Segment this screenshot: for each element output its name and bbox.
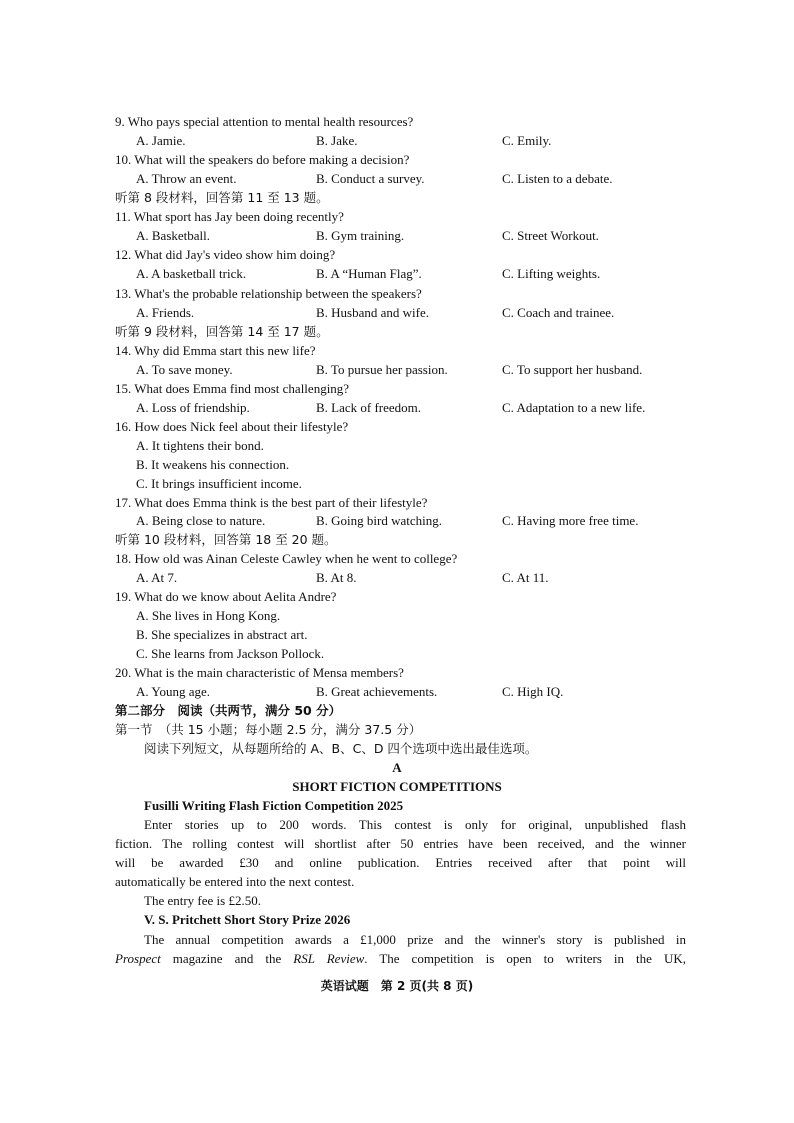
- option-c: C. She learns from Jackson Pollock.: [136, 646, 325, 661]
- option-a: A. At 7.: [136, 570, 178, 585]
- option-b: B. Great achievements.: [316, 684, 438, 699]
- competition-2-heading: V. S. Pritchett Short Story Prize 2026: [144, 912, 351, 927]
- question-11: 11. What sport has Jay been doing recently?: [115, 209, 344, 224]
- paragraph-line: Enter stories up to 200 words. This contest is only for original, unpublished flash: [144, 817, 686, 832]
- option-c: C. Listen to a debate.: [502, 171, 613, 186]
- option-c: C. Adaptation to a new life.: [502, 400, 646, 415]
- review-title: RSL Review: [293, 951, 365, 966]
- question-20-options: [136, 682, 696, 701]
- magazine-title: Prospect: [115, 951, 161, 966]
- option-c: C. It brings insufficient income.: [136, 476, 302, 491]
- question-12-options: [136, 264, 696, 283]
- option-c: C. Coach and trainee.: [502, 305, 615, 320]
- option-b: B. Gym training.: [316, 228, 405, 243]
- question-10-options: [136, 169, 696, 188]
- option-a: A. She lives in Hong Kong.: [136, 608, 281, 623]
- part-two-heading: 第二部分 阅读（共两节，满分 50 分）: [115, 703, 342, 718]
- option-c: C. Street Workout.: [502, 228, 599, 243]
- section-one-heading: 第一节 （共 15 小题；每小题 2.5 分，满分 37.5 分）: [115, 722, 422, 737]
- question-14: 14. Why did Emma start this new life?: [115, 343, 316, 358]
- entry-fee: The entry fee is £2.50.: [144, 893, 261, 908]
- option-c: C. Lifting weights.: [502, 266, 601, 281]
- option-b: B. At 8.: [316, 570, 357, 585]
- question-13: 13. What's the probable relationship between the speakers?: [115, 286, 422, 301]
- question-9-options: [136, 131, 696, 150]
- question-13-options: [136, 303, 696, 322]
- page-footer: 英语试题 第 2 页(共 8 页): [320, 979, 474, 993]
- text-segment: . The competition is open to writers in the UK,: [364, 951, 686, 966]
- option-b: B. Husband and wife.: [316, 305, 430, 320]
- option-c: C. Having more free time.: [502, 513, 639, 528]
- option-c: C. Emily.: [502, 133, 552, 148]
- section-instruction-8: 听第 8 段材料，回答第 11 至 13 题。: [115, 190, 329, 205]
- section-instruction-9: 听第 9 段材料，回答第 14 至 17 题。: [115, 324, 329, 339]
- question-10: 10. What will the speakers do before making a decision?: [115, 152, 410, 167]
- question-17-options: [136, 511, 696, 530]
- question-12: 12. What did Jay's video show him doing?: [115, 247, 336, 262]
- option-a: A. Jamie.: [136, 133, 186, 148]
- option-c: C. To support her husband.: [502, 362, 643, 377]
- option-b: B. Conduct a survey.: [316, 171, 425, 186]
- option-c: C. At 11.: [502, 570, 549, 585]
- question-11-options: [136, 226, 696, 245]
- question-16: 16. How does Nick feel about their lifestyle?: [115, 419, 349, 434]
- option-a: A. Loss of friendship.: [136, 400, 250, 415]
- paragraph-line: automatically be entered into the next contest.: [115, 874, 355, 889]
- question-9: 9. Who pays special attention to mental health resources?: [115, 114, 414, 129]
- option-a: A. To save money.: [136, 362, 233, 377]
- option-a: A. Friends.: [136, 305, 195, 320]
- option-b: B. To pursue her passion.: [316, 362, 448, 377]
- option-b: B. Jake.: [316, 133, 358, 148]
- competition-1-heading: Fusilli Writing Flash Fiction Competition 2025: [144, 798, 404, 813]
- option-b: B. Lack of freedom.: [316, 400, 422, 415]
- reading-instruction: 阅读下列短文，从每题所给的 A、B、C、D 四个选项中选出最佳选项。: [144, 741, 538, 756]
- passage-letter: A: [392, 760, 402, 775]
- option-a: A. Throw an event.: [136, 171, 237, 186]
- text-segment: magazine and the: [160, 951, 294, 966]
- paragraph-line: The annual competition awards a £1,000 prize and the winner's story is published in: [144, 932, 686, 947]
- option-b: B. A “Human Flag”.: [316, 266, 422, 281]
- paragraph-line: will be awarded £30 and online publication. Entries received after that point will: [115, 855, 686, 870]
- question-20: 20. What is the main characteristic of Mensa members?: [115, 665, 404, 680]
- option-a: A. Basketball.: [136, 228, 211, 243]
- option-a: A. It tightens their bond.: [136, 438, 264, 453]
- option-a: A. Young age.: [136, 684, 211, 699]
- question-15: 15. What does Emma find most challenging?: [115, 381, 350, 396]
- option-c: C. High IQ.: [502, 684, 564, 699]
- paragraph-line-mixed: [115, 949, 686, 968]
- passage-title: SHORT FICTION COMPETITIONS: [292, 779, 502, 794]
- option-b: B. Going bird watching.: [316, 513, 443, 528]
- question-15-options: [136, 398, 696, 417]
- question-18: 18. How old was Ainan Celeste Cawley when he went to college?: [115, 551, 458, 566]
- question-14-options: [136, 360, 696, 379]
- section-instruction-10: 听第 10 段材料，回答第 18 至 20 题。: [115, 532, 337, 547]
- option-b: B. She specializes in abstract art.: [136, 627, 308, 642]
- paragraph-line: fiction. The rolling contest will shortlist after 50 entries have been received, and the winner: [115, 836, 686, 851]
- question-17: 17. What does Emma think is the best part of their lifestyle?: [115, 495, 428, 510]
- option-a: A. Being close to nature.: [136, 513, 266, 528]
- option-a: A. A basketball trick.: [136, 266, 247, 281]
- option-b: B. It weakens his connection.: [136, 457, 290, 472]
- question-18-options: [136, 568, 696, 587]
- question-19: 19. What do we know about Aelita Andre?: [115, 589, 337, 604]
